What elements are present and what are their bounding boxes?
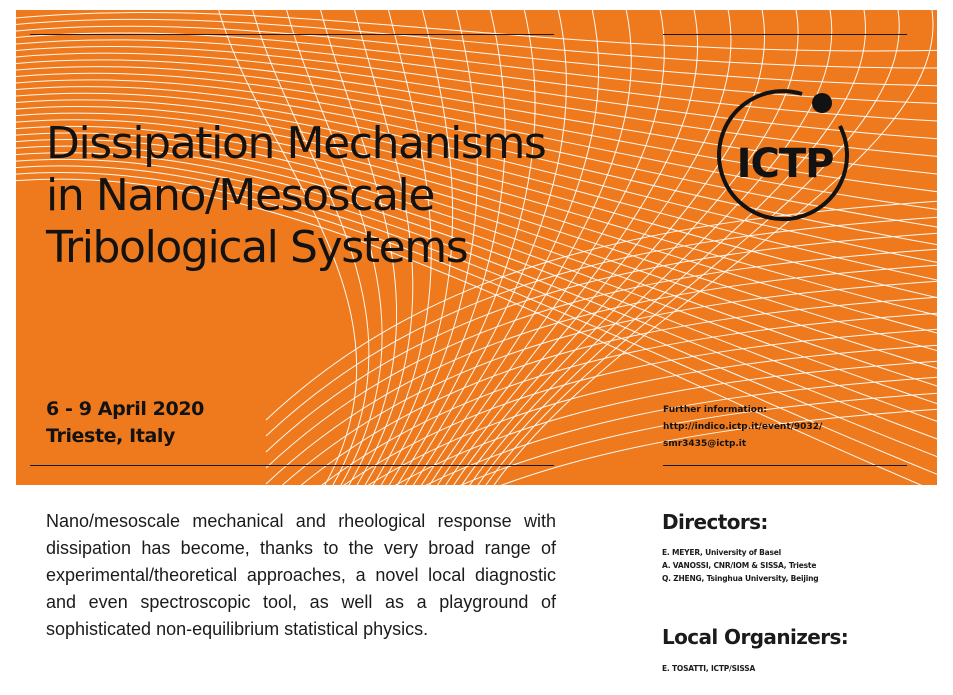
- wave-grid-line: [266, 408, 937, 485]
- wave-grid-line: [16, 26, 937, 86]
- director-entry: A. VANOSSI, CNR/IOM & SISSA, Trieste: [662, 561, 817, 570]
- wave-grid-line: [266, 344, 937, 485]
- title-line: Tribological Systems: [46, 222, 468, 273]
- event-title: [46, 118, 686, 274]
- event-banner: [16, 10, 937, 485]
- top-rule-right: [663, 34, 907, 35]
- title-line: Dissipation Mechanisms: [46, 118, 546, 169]
- directors-heading: Directors:: [662, 510, 768, 534]
- event-location: Trieste, Italy: [46, 425, 176, 447]
- wave-grid-line: [16, 12, 937, 51]
- organizer-entry: E. TOSATTI, ICTP/SISSA: [662, 664, 756, 673]
- title-line: in Nano/Mesoscale: [46, 170, 435, 221]
- event-url-link[interactable]: http://indico.ictp.it/event/9032/: [663, 422, 823, 432]
- further-info-label: Further information:: [663, 405, 767, 415]
- bottom-rule-right: [663, 465, 907, 466]
- logo-text: ICTP: [736, 141, 834, 187]
- directors-list: [662, 546, 818, 585]
- event-dates: 6 - 9 April 2020: [46, 398, 204, 420]
- ictp-logo: [712, 84, 862, 234]
- further-information: [663, 402, 822, 453]
- director-entry: Q. ZHENG, Tsinghua University, Beijing: [662, 574, 819, 583]
- local-organizers-heading: Local Organizers:: [662, 625, 849, 649]
- bottom-rule-left: [30, 465, 554, 466]
- local-organizers-list: [662, 662, 755, 675]
- logo-dot: [812, 93, 832, 113]
- event-email-link[interactable]: smr3435@ictp.it: [663, 439, 747, 449]
- top-rule-left: [30, 34, 554, 35]
- director-entry: E. MEYER, University of Basel: [662, 548, 782, 557]
- event-description: Nano/mesoscale mechanical and rheological response with dissipation has become, thanks to the very broad range of experimental/theoretical approaches, a novel local diagnostic and even spectroscopic tool, as well as a playground of sophisticated non-equilibrium statistical physics.: [46, 511, 556, 639]
- event-date-location: [46, 396, 204, 450]
